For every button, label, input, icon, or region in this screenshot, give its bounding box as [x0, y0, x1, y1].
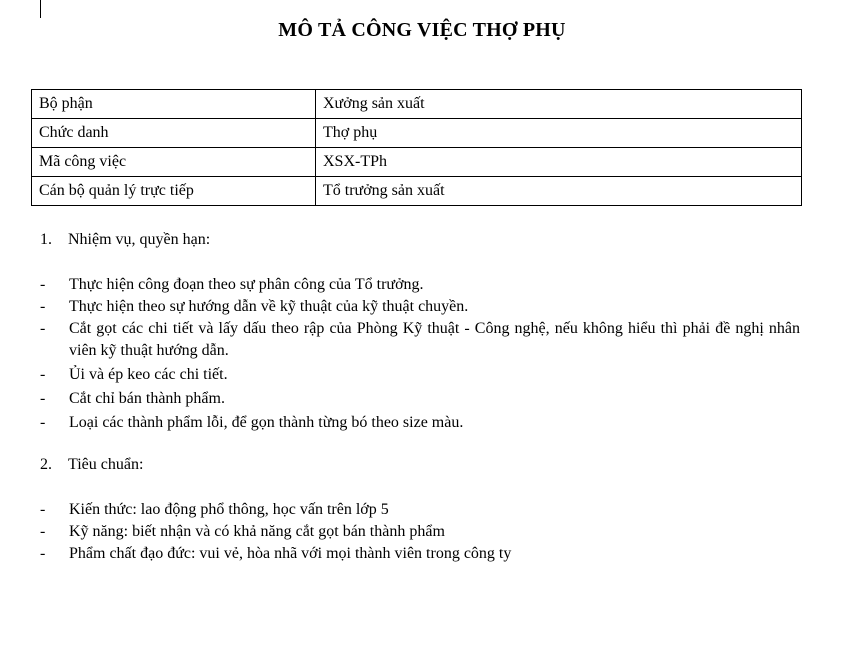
- job-info-table: [31, 89, 802, 206]
- list-item: [40, 274, 800, 296]
- bullet-dash: -: [40, 276, 46, 293]
- row-value-position: Thợ phụ: [316, 119, 802, 148]
- row-label-direct-manager: Cán bộ quản lý trực tiếp: [32, 177, 316, 206]
- bullet-dash: -: [40, 298, 46, 315]
- list-item-text: Loại các thành phẩm lỗi, để gọn thành từng bó theo size màu.: [69, 414, 464, 431]
- duties-list: [40, 274, 800, 434]
- list-item: [40, 318, 800, 362]
- row-value-department: Xưởng sản xuất: [316, 90, 802, 119]
- list-item: [40, 364, 800, 386]
- list-item: [40, 499, 800, 521]
- table-row: [32, 119, 802, 148]
- section-heading-standards: [40, 456, 143, 474]
- text-cursor: [40, 0, 41, 18]
- section-title: Tiêu chuẩn:: [68, 456, 144, 473]
- row-value-job-code: XSX-TPh: [316, 148, 802, 177]
- list-item-text: Ủi và ép keo các chi tiết.: [69, 366, 228, 383]
- table-row: [32, 177, 802, 206]
- row-label-department: Bộ phận: [32, 90, 316, 119]
- list-item: [40, 296, 800, 318]
- list-item: [40, 543, 800, 565]
- row-label-position: Chức danh: [32, 119, 316, 148]
- bullet-dash: -: [40, 390, 46, 407]
- list-item: [40, 388, 800, 410]
- list-item-text: Kỹ năng: biết nhận và có khả năng cắt gọt bán thành phẩm: [69, 523, 445, 540]
- bullet-dash: -: [40, 414, 46, 431]
- row-label-job-code: Mã công việc: [32, 148, 316, 177]
- bullet-dash: -: [40, 523, 46, 540]
- list-item-text: Thực hiện công đoạn theo sự phân công của Tổ trưởng.: [69, 276, 424, 293]
- list-item-text: Kiến thức: lao động phổ thông, học vấn trên lớp 5: [69, 501, 389, 518]
- section-heading-duties: [40, 231, 210, 249]
- list-item-text: Cắt chỉ bán thành phẩm.: [69, 390, 225, 407]
- list-item: [40, 412, 800, 434]
- list-item-text: Phẩm chất đạo đức: vui vẻ, hòa nhã với mọi thành viên trong công ty: [69, 545, 512, 562]
- section-number: 1.: [40, 231, 52, 248]
- list-item-text: Cắt gọt các chi tiết và lấy dấu theo rập của Phòng Kỹ thuật - Công nghệ, nếu không hiểu thì phải đề nghị nhân viên kỹ thuật hướng dẫn.: [69, 320, 800, 359]
- table-row: [32, 90, 802, 119]
- table-row: [32, 148, 802, 177]
- bullet-dash: -: [40, 320, 46, 337]
- list-item: [40, 521, 800, 543]
- section-number: 2.: [40, 456, 52, 473]
- section-title: Nhiệm vụ, quyền hạn:: [68, 231, 211, 248]
- document-title: MÔ TẢ CÔNG VIỆC THỢ PHỤ: [278, 19, 566, 41]
- row-value-direct-manager: Tổ trưởng sản xuất: [316, 177, 802, 206]
- bullet-dash: -: [40, 366, 46, 383]
- standards-list: [40, 499, 800, 565]
- bullet-dash: -: [40, 545, 46, 562]
- bullet-dash: -: [40, 501, 46, 518]
- list-item-text: Thực hiện theo sự hướng dẫn về kỹ thuật của kỹ thuật chuyền.: [69, 298, 469, 315]
